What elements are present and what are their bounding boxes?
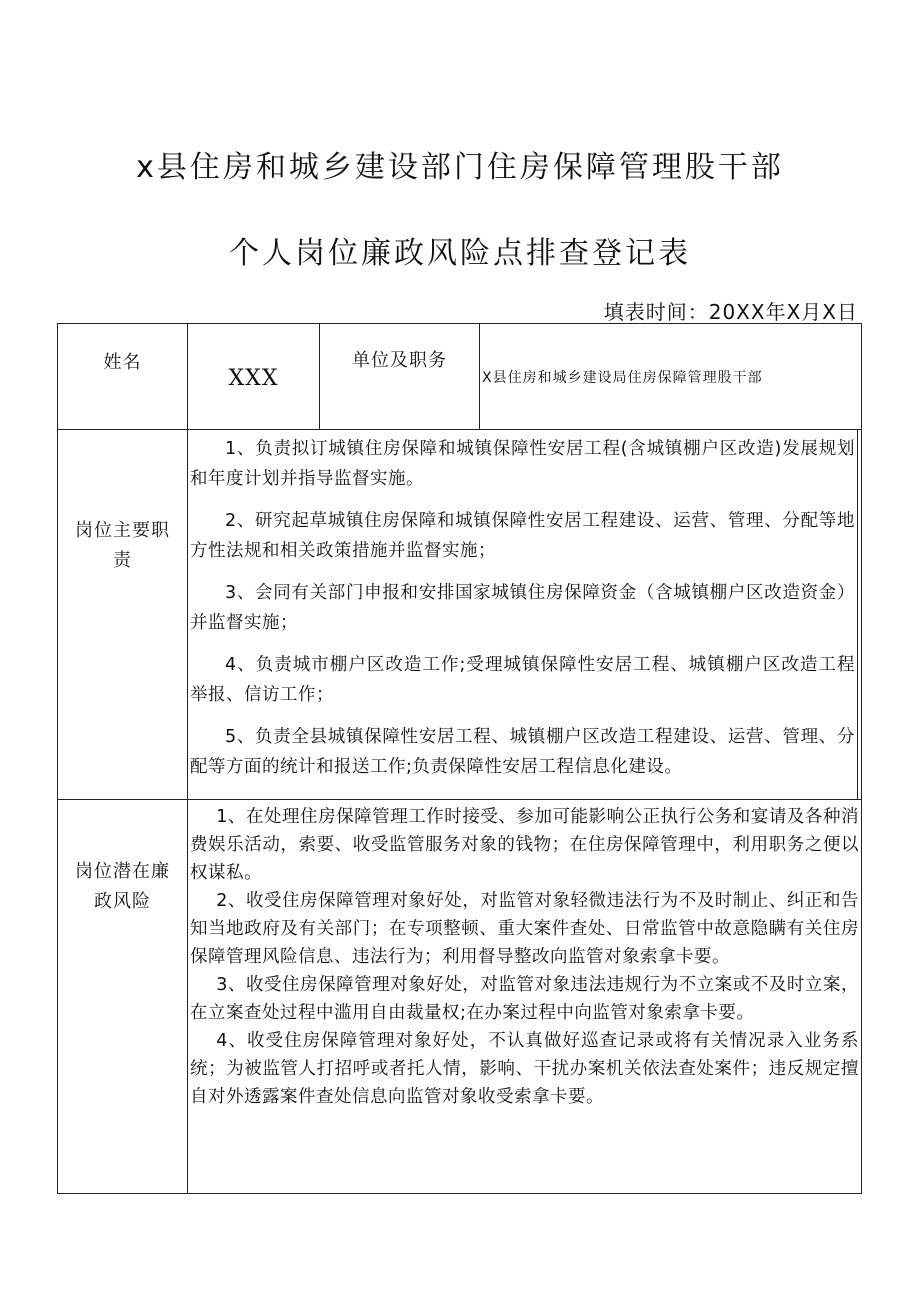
duty-item: 1、负责拟订城镇住房保障和城镇保障性安居工程(含城镇棚户区改造)发展规划和年度计划并指导监督实施。 xyxy=(190,439,855,489)
table-edge-strip xyxy=(858,430,862,800)
form-row-duties xyxy=(58,430,862,800)
duty-item: 4、负责城市棚户区改造工作;受理城镇保障性安居工程、城镇棚户区改造工程举报、信访工作； xyxy=(190,655,855,705)
name-value: XXX xyxy=(188,324,320,430)
risk-item: 4、收受住房保障管理对象好处，不认真做好巡查记录或将有关情况录入业务系统；为被监管人打招呼或者托人情，影响、干扰办案机关依法查处案件；违反规定擅自对外透露案件查处信息向监管对象收受索拿卡要。 xyxy=(190,1031,859,1107)
fill-date: 填表时间：20XX年X月X日 xyxy=(603,300,858,324)
duty-item: 5、负责全县城镇保障性安居工程、城镇棚户区改造工程建设、运营、管理、分配等方面的统计和报送工作;负责保障性安居工程信息化建设。 xyxy=(190,727,855,777)
risk-item: 1、在处理住房保障管理工作时接受、参加可能影响公正执行公务和宴请及各种消费娱乐活动，索要、收受监管服务对象的钱物；在住房保障管理中，利用职务之便以权谋私。 xyxy=(190,807,859,883)
document-title-line1: x县住房和城乡建设部门住房保障管理股干部 xyxy=(136,150,784,185)
form-row-basic-info xyxy=(58,324,862,430)
form-row-risks xyxy=(58,800,862,1194)
unit-position-label: 单位及职务 xyxy=(320,324,480,430)
name-label: 姓名 xyxy=(58,324,188,430)
document-title-line2: 个人岗位廉政风险点排查登记表 xyxy=(229,236,691,271)
registration-form-table xyxy=(57,323,862,1194)
duties-label: 岗位主要职责 xyxy=(58,430,188,800)
risks-label: 岗位潜在廉政风险 xyxy=(58,800,188,1194)
duty-item: 2、研究起草城镇住房保障和城镇保障性安居工程建设、运营、管理、分配等地方性法规和相关政策措施并监督实施； xyxy=(190,511,855,561)
risks-content xyxy=(188,800,862,1194)
risk-item: 2、收受住房保障管理对象好处，对监管对象轻微违法行为不及时制止、纠正和告知当地政府及有关部门；在专项整顿、重大案件查处、日常监管中故意隐瞒有关住房保障管理风险信息、违法行为；利用督导整改向监管对象索拿卡要。 xyxy=(190,891,859,967)
risk-item: 3、收受住房保障管理对象好处，对监管对象违法违规行为不立案或不及时立案，在立案查处过程中滥用自由裁量权;在办案过程中向监管对象索拿卡要。 xyxy=(190,975,859,1023)
unit-position-value: X县住房和城乡建设局住房保障管理股干部 xyxy=(480,324,862,430)
duty-item: 3、会同有关部门申报和安排国家城镇住房保障资金（含城镇棚户区改造资金）并监督实施； xyxy=(190,583,855,633)
duties-content xyxy=(188,430,858,800)
